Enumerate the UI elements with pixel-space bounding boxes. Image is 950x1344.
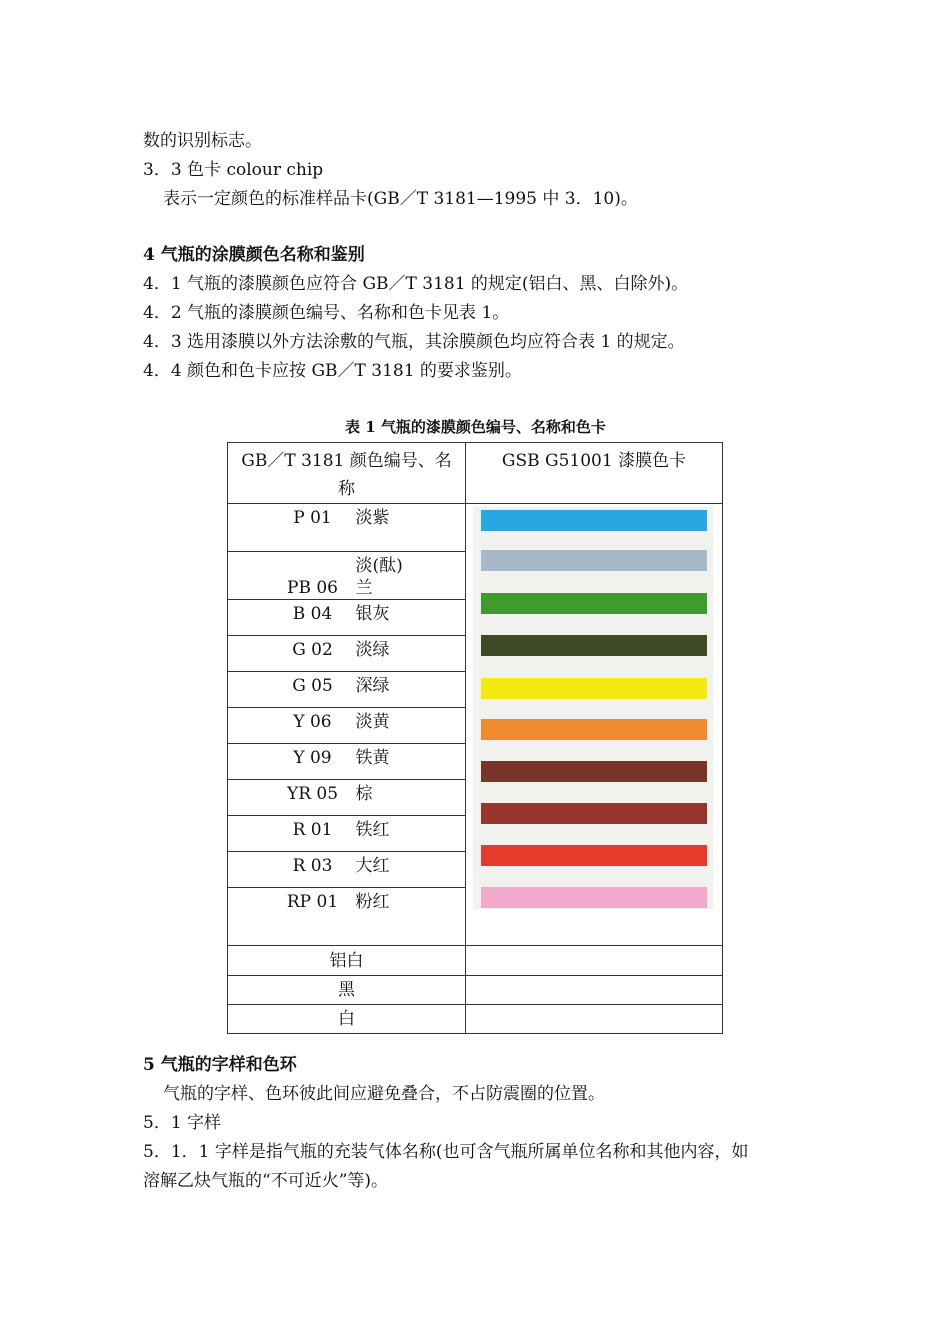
swatch-r03 (481, 845, 707, 866)
clause-4-2: 4．2 气瓶的漆膜颜色编号、名称和色卡见表 1。 (143, 303, 510, 323)
section-4-heading: 4 气瓶的涂膜颜色名称和鉴别 (143, 245, 365, 265)
clause-5-1: 5．1 字样 (143, 1113, 222, 1133)
swatch-yr05 (481, 719, 707, 740)
section-5-body: 气瓶的字样、色环彼此间应避免叠合，不占防震圈的位置。 (163, 1084, 605, 1104)
header-col-code (228, 443, 466, 504)
color-code: R 03 (292, 856, 333, 876)
swatch-g02 (481, 593, 707, 614)
empty-chip-cell (466, 1005, 723, 1034)
clause-4-4: 4．4 颜色和色卡应按 GB／T 3181 的要求鉴别。 (143, 361, 522, 381)
color-name: 铁红 (355, 820, 390, 840)
color-code: YR 05 (286, 784, 339, 804)
code-cell (228, 888, 466, 946)
code-cell (228, 708, 466, 744)
swatch-p01 (481, 510, 707, 531)
table-row (228, 976, 723, 1005)
code-cell (228, 636, 466, 672)
color-chip-cell (466, 504, 723, 946)
color-code: G 05 (292, 676, 333, 696)
code-cell (228, 504, 466, 552)
color-name: 淡紫 (355, 508, 390, 528)
swatch-rp01 (481, 887, 707, 908)
table-header-row (228, 443, 723, 504)
swatch-brown (481, 761, 707, 782)
plain-color-name: 黑 (228, 976, 466, 1005)
swatch-r01 (481, 803, 707, 824)
swatch-y06 (481, 678, 707, 699)
color-code: R 01 (292, 820, 333, 840)
clause-5-1-1-cont: 溶解乙炔气瓶的“不可近火”等)。 (143, 1171, 389, 1191)
section-5-heading: 5 气瓶的字样和色环 (143, 1055, 297, 1075)
swatch-pb06 (481, 550, 707, 571)
color-table (227, 442, 723, 1034)
clause-5-1-1: 5．1．1 字样是指气瓶的充装气体名称(也可含气瓶所属单位名称和其他内容，如 (143, 1142, 749, 1162)
text-line: 数的识别标志。 (143, 131, 262, 151)
color-name: 深绿 (355, 676, 390, 696)
color-code: P 01 (293, 508, 332, 528)
color-name: 淡绿 (355, 640, 390, 660)
clause-3-3-body: 表示一定颜色的标准样品卡(GB／T 3181—1995 中 3．10)。 (163, 189, 638, 209)
header-col-code-line1: GB／T 3181 颜色编号、名 (241, 451, 452, 471)
code-cell (228, 780, 466, 816)
color-name: 银灰 (355, 604, 390, 624)
table-row (228, 504, 723, 552)
table-caption: 表 1 气瓶的漆膜颜色编号、名称和色卡 (345, 418, 606, 436)
header-col-chip: GSB G51001 漆膜色卡 (466, 443, 723, 504)
color-name: 粉红 (355, 892, 390, 912)
code-cell (228, 852, 466, 888)
code-cell (228, 816, 466, 852)
color-name: 大红 (355, 856, 390, 876)
color-name: 淡(酞)兰 (355, 556, 403, 598)
color-code: G 02 (292, 640, 333, 660)
table-row (228, 1005, 723, 1034)
empty-chip-cell (466, 976, 723, 1005)
color-name: 淡黄 (355, 712, 390, 732)
color-code: PB 06 (287, 578, 338, 598)
code-cell (228, 672, 466, 708)
color-code: Y 09 (293, 748, 332, 768)
plain-color-name: 铝白 (228, 946, 466, 976)
plain-color-name: 白 (228, 1005, 466, 1034)
color-name: 铁黄 (355, 748, 390, 768)
color-chip-panel (473, 507, 713, 909)
color-name: 棕 (355, 784, 373, 804)
clause-4-3: 4．3 选用漆膜以外方法涂敷的气瓶，其涂膜颜色均应符合表 1 的规定。 (143, 332, 685, 352)
clause-4-1: 4．1 气瓶的漆膜颜色应符合 GB／T 3181 的规定(铝白、黑、白除外)。 (143, 274, 689, 294)
table-row (228, 946, 723, 976)
color-code: B 04 (292, 604, 333, 624)
empty-chip-cell (466, 946, 723, 976)
swatch-g05 (481, 635, 707, 656)
code-cell (228, 600, 466, 636)
header-col-code-line2: 称 (338, 479, 355, 499)
code-cell (228, 552, 466, 600)
clause-3-3: 3．3 色卡 colour chip (143, 160, 324, 180)
code-cell (228, 744, 466, 780)
color-code: Y 06 (293, 712, 332, 732)
color-code: RP 01 (286, 892, 339, 912)
